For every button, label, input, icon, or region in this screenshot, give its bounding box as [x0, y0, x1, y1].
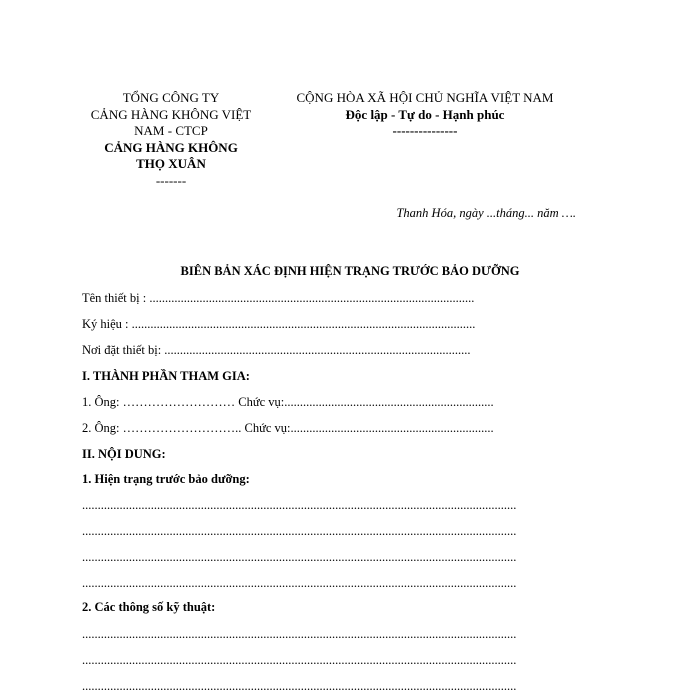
- blank-line: [82, 653, 534, 668]
- device-name-field: [82, 291, 534, 306]
- national-header: [276, 90, 574, 140]
- org-line-4: CẢNG HÀNG KHÔNG: [104, 139, 238, 155]
- blank-line-dots: ...........................................................................................................................................: [82, 498, 517, 512]
- org-line-1: TỔNG CÔNG TY: [122, 90, 220, 105]
- blank-line: [82, 524, 534, 539]
- blank-line-dots: ...........................................................................................................................................: [82, 627, 517, 641]
- location-field: [82, 343, 534, 358]
- section-2-heading: II. NỘI DUNG:: [82, 447, 166, 461]
- blank-line-dots: ...........................................................................................................................................: [82, 576, 517, 590]
- blank-line-dots: ...........................................................................................................................................: [82, 653, 517, 667]
- org-line-2: CẢNG HÀNG KHÔNG VIỆT: [90, 106, 252, 122]
- participant-row-2: [82, 421, 534, 436]
- date-line: Thanh Hóa, ngày ...tháng... năm ….: [396, 206, 576, 220]
- blank-line: [82, 576, 534, 591]
- blank-line: [82, 550, 534, 565]
- country-name: CỘNG HÒA XÃ HỘI CHỦ NGHĨA VIỆT NAM: [296, 90, 554, 105]
- motto-divider: ---------------: [392, 123, 458, 138]
- blank-line: [82, 679, 534, 694]
- national-motto: Độc lập - Tự do - Hạnh phúc: [345, 106, 505, 122]
- org-line-5: THỌ XUÂN: [136, 156, 206, 171]
- org-line-3: NAM - CTCP: [134, 123, 208, 138]
- symbol-text: Ký hiệu : ..............................................................................................................: [82, 317, 476, 331]
- subsection-technical-specs: 2. Các thông số kỹ thuật:: [82, 600, 216, 614]
- subsection-current-status: 1. Hiện trạng trước bảo dưỡng:: [82, 472, 250, 486]
- section-1-heading: I. THÀNH PHẦN THAM GIA:: [82, 369, 250, 383]
- participant-2-text: 2. Ông: ……………………….. Chức vụ:.................................................................: [82, 421, 494, 435]
- device-name-text: Tên thiết bị : ........................................................................................................: [82, 291, 475, 305]
- participant-row-1: [82, 395, 534, 410]
- participant-1-text: 1. Ông: ……………………… Chức vụ:...................................................................: [82, 395, 494, 409]
- blank-line: [82, 627, 534, 642]
- symbol-field: [82, 317, 534, 332]
- org-divider: -------: [155, 172, 187, 188]
- document-title: BIÊN BẢN XÁC ĐỊNH HIỆN TRẠNG TRƯỚC BẢO DƯỠNG: [180, 264, 520, 278]
- location-text: Nơi đặt thiết bị: ..................................................................................................: [82, 343, 471, 357]
- organization-header: [78, 90, 264, 189]
- blank-line-dots: ...........................................................................................................................................: [82, 550, 517, 564]
- blank-line-dots: ...........................................................................................................................................: [82, 524, 517, 538]
- blank-line: [82, 498, 534, 513]
- blank-line-dots: ...........................................................................................................................................: [82, 679, 517, 693]
